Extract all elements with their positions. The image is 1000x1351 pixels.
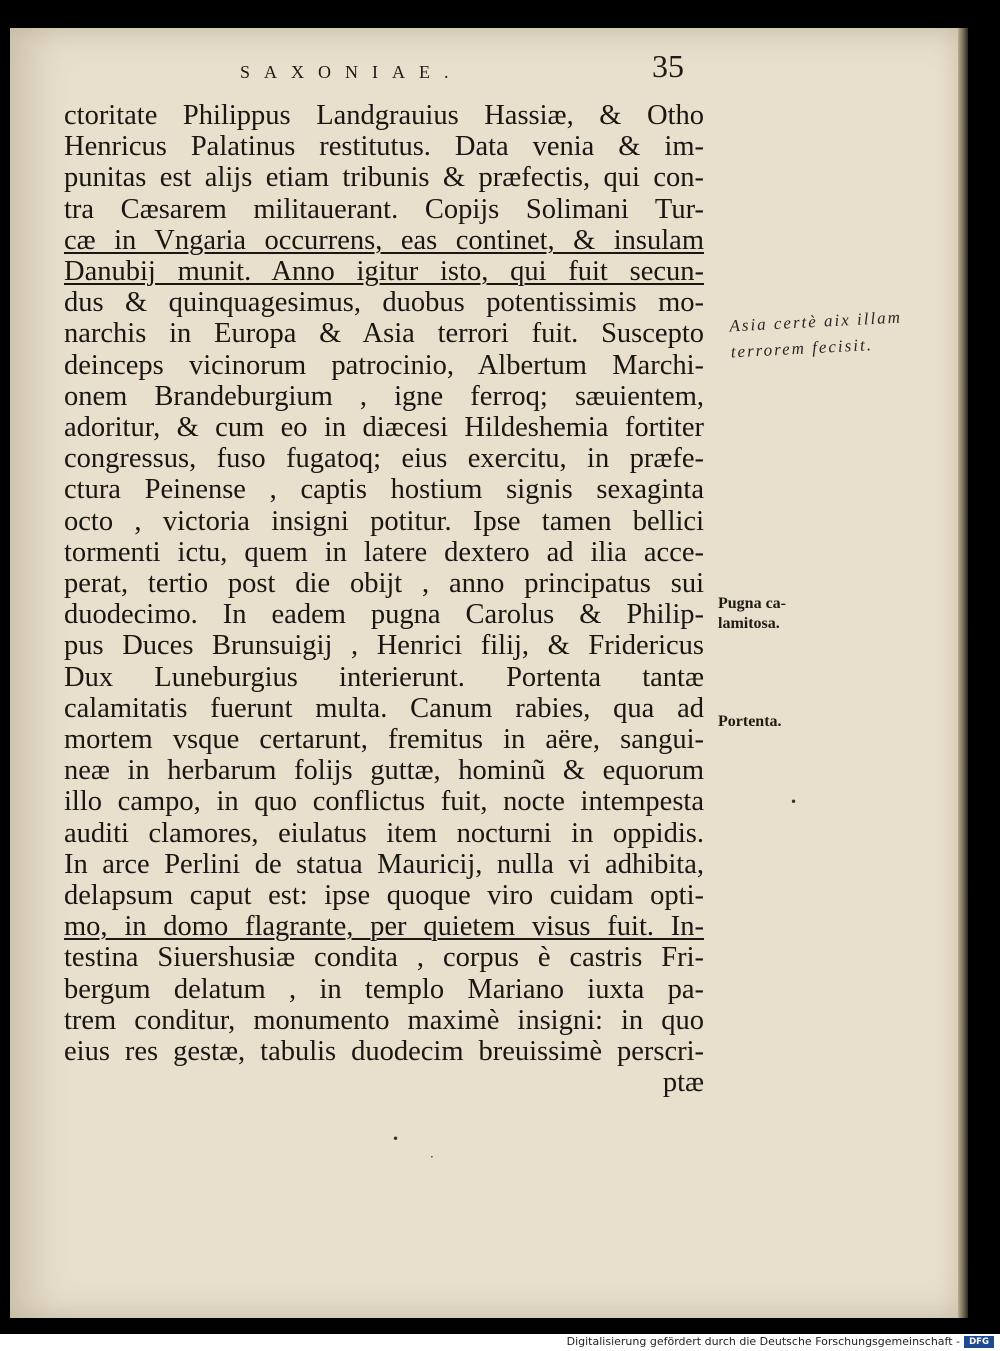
ink-speck: • <box>790 795 798 809</box>
margin-note-line: lamitosa. <box>718 615 780 632</box>
text-line: auditi clamores, eiulatus item nocturni in oppidis. <box>64 817 704 849</box>
text-line: Henricus Palatinus restitutus. Data venia & im- <box>64 131 704 163</box>
text-line: In arce Perlini de statua Mauricij, nulla vi adhibita, <box>64 848 704 880</box>
handwritten-line: terrorem fecisit. <box>730 335 874 362</box>
text-line: bergum delatum , in templo Mariano iuxta pa- <box>64 973 704 1005</box>
page-number: 35 <box>652 48 684 84</box>
text-line: calamitatis fuerunt multa. Canum rabies, qua ad <box>64 692 704 724</box>
text-line: trem conditur, monumento maximè insigni: in quo <box>64 1004 704 1036</box>
handwritten-line: Asia certè aix illam <box>728 307 903 336</box>
page-edge <box>958 28 968 1318</box>
body-text <box>64 100 704 1099</box>
text-line: dus & quinquagesimus, duobus potentissimis mo- <box>64 287 704 319</box>
running-head: SAXONIAE. <box>240 62 463 82</box>
text-line: cæ in Vngaria occurrens, eas continet, & insulam <box>64 224 704 256</box>
text-line: Danubij munit. Anno igitur isto, qui fuit secun- <box>64 256 704 288</box>
text-line: octo , victoria insigni potitur. Ipse tamen bellici <box>64 505 704 537</box>
text-line: mortem vsque certarunt, fremitus in aëre, sangui- <box>64 724 704 756</box>
catchword: ptæ <box>662 1067 704 1099</box>
margin-note-line: Pugna ca- <box>718 595 786 612</box>
text-line: neæ in herbarum folijs guttæ, hominũ & equorum <box>64 755 704 787</box>
text-line: testina Siuershusiæ condita , corpus è castris Fri- <box>64 942 704 974</box>
text-line: adoritur, & cum eo in diæcesi Hildeshemia fortiter <box>64 412 704 444</box>
text-line: eius res gestæ, tabulis duodecim breuissimè perscri- <box>64 1036 704 1068</box>
footer-credit: Digitalisierung gefördert durch die Deutsche Forschungsgemeinschaft - <box>566 1335 960 1348</box>
text-line: illo campo, in quo conflictus fuit, nocte intempesta <box>64 786 704 818</box>
dfg-logo: DFG <box>964 1336 994 1348</box>
text-line: ctoritate Philippus Landgrauius Hassiæ, & Otho <box>64 100 704 131</box>
text-line: narchis in Europa & Asia terrori fuit. Suscepto <box>64 318 704 350</box>
margin-note-portenta: Portenta. <box>718 713 782 730</box>
text-line: mo, in domo flagrante, per quietem visus fuit. In- <box>64 911 704 943</box>
text-line: tra Cæsarem militauerant. Copijs Solimani Tur- <box>64 193 704 225</box>
text-line: congressus, fuso fugatoq; eius exercitu, in præfe- <box>64 443 704 475</box>
text-line: Dux Luneburgius interierunt. Portenta tantæ <box>64 661 704 693</box>
text-line: ctura Peinense , captis hostium signis sexaginta <box>64 474 704 506</box>
text-line: onem Brandeburgium , igne ferroq; sæuientem, <box>64 380 704 412</box>
handwritten-annotation <box>729 303 941 366</box>
text-line: punitas est alijs etiam tribunis & præfectis, qui con- <box>64 162 704 194</box>
text-line: duodecimo. In eadem pugna Carolus & Philip- <box>64 599 704 631</box>
text-line: pus Duces Brunsuigij , Henrici filij, & Fridericus <box>64 630 704 662</box>
text-line: tormenti ictu, quem in latere dextero ad ilia acce- <box>64 536 704 568</box>
text-line: delapsum caput est: ipse quoque viro cuidam opti- <box>64 880 704 912</box>
ink-speck: • <box>392 1132 400 1146</box>
ink-speck: · <box>430 1150 434 1164</box>
text-line: deinceps vicinorum patrocinio, Albertum Marchi- <box>64 349 704 381</box>
text-line: perat, tertio post die obijt , anno principatus sui <box>64 568 704 600</box>
margin-note-pugna <box>718 594 786 634</box>
